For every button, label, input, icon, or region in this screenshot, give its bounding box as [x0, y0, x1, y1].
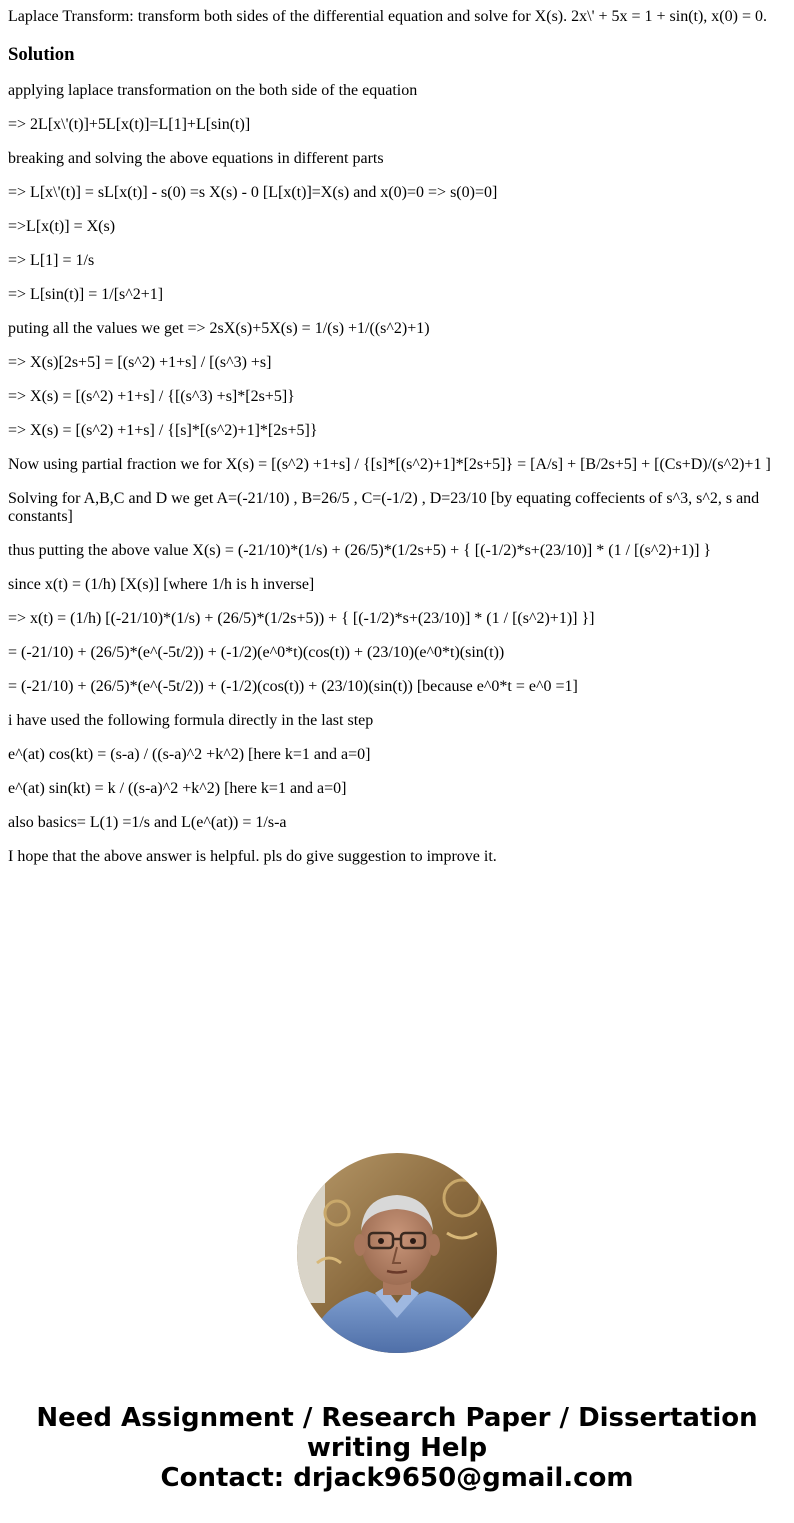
- solution-step: => X(s) = [(s^2) +1+s] / {[(s^3) +s]*[2s+5]}: [8, 388, 295, 405]
- solution-step: = (-21/10) + (26/5)*(e^(-5t/2)) + (-1/2)(cos(t)) + (23/10)(sin(t)) [because e^0*t = e^0 =1]: [8, 678, 578, 695]
- solution-step: e^(at) cos(kt) = (s-a) / ((s-a)^2 +k^2) [here k=1 and a=0]: [8, 746, 371, 763]
- solution-step: => L[1] = 1/s: [8, 252, 95, 269]
- solution-step: also basics= L(1) =1/s and L(e^(at)) = 1/s-a: [8, 814, 287, 831]
- solution-step: breaking and solving the above equations in different parts: [8, 150, 384, 167]
- solution-step: thus putting the above value X(s) = (-21/10)*(1/s) + (26/5)*(1/2s+5) + { [(-1/2)*s+(23/10)] * (1 / [(s^2)+1)] }: [8, 542, 712, 559]
- solution-step: =>L[x(t)] = X(s): [8, 218, 116, 235]
- answer-content: [8, 0, 786, 866]
- promo-line-2: writing Help: [306, 1433, 488, 1463]
- author-photo-illustration: [297, 1153, 497, 1353]
- solution-step: => L[sin(t)] = 1/[s^2+1]: [8, 286, 164, 303]
- solution-step: => L[x\'(t)] = sL[x(t)] - s(0) =s X(s) - 0 [L[x(t)]=X(s) and x(0)=0 => s(0)=0]: [8, 184, 498, 201]
- question-text: Laplace Transform: transform both sides of the differential equation and solve for X(s). 2x\' + 5x = 1 + sin(t), x(0) = 0.: [8, 8, 767, 25]
- solution-step: puting all the values we get => 2sX(s)+5X(s) = 1/(s) +1/((s^2)+1): [8, 320, 430, 337]
- solution-steps: [8, 82, 786, 866]
- solution-heading: Solution: [8, 44, 75, 65]
- solution-step: => 2L[x\'(t)]+5L[x(t)]=L[1]+L[sin(t)]: [8, 116, 251, 133]
- promo-banner: [0, 1403, 794, 1493]
- solution-step: Solving for A,B,C and D we get A=(-21/10) , B=26/5 , C=(-1/2) , D=23/10 [by equating coffecients of s^3, s^2, s and constants]: [8, 490, 760, 525]
- solution-step: I hope that the above answer is helpful. pls do give suggestion to improve it.: [8, 848, 497, 865]
- solution-step: Now using partial fraction we for X(s) = [(s^2) +1+s] / {[s]*[(s^2)+1]*[2s+5]} = [A/s] + [B/2s+5] + [(Cs+D)/(s^2)+1 ]: [8, 456, 771, 473]
- solution-step: => x(t) = (1/h) [(-21/10)*(1/s) + (26/5)*(1/2s+5)) + { [(-1/2)*s+(23/10)] * (1 / [(s^2)+1)] }]: [8, 610, 595, 627]
- solution-step: => X(s) = [(s^2) +1+s] / {[s]*[(s^2)+1]*[2s+5]}: [8, 422, 318, 439]
- solution-step: applying laplace transformation on the both side of the equation: [8, 82, 418, 99]
- solution-step: = (-21/10) + (26/5)*(e^(-5t/2)) + (-1/2)(e^0*t)(cos(t)) + (23/10)(e^0*t)(sin(t)): [8, 644, 505, 661]
- solution-step: since x(t) = (1/h) [X(s)] [where 1/h is h inverse]: [8, 576, 315, 593]
- solution-step: i have used the following formula directly in the last step: [8, 712, 374, 729]
- author-avatar: [297, 1153, 497, 1353]
- solution-step: => X(s)[2s+5] = [(s^2) +1+s] / [(s^3) +s]: [8, 354, 272, 371]
- solution-step: e^(at) sin(kt) = k / ((s-a)^2 +k^2) [here k=1 and a=0]: [8, 780, 347, 797]
- promo-contact: Contact: drjack9650@gmail.com: [160, 1463, 634, 1493]
- promo-line-1: Need Assignment / Research Paper / Dissertation: [36, 1403, 758, 1433]
